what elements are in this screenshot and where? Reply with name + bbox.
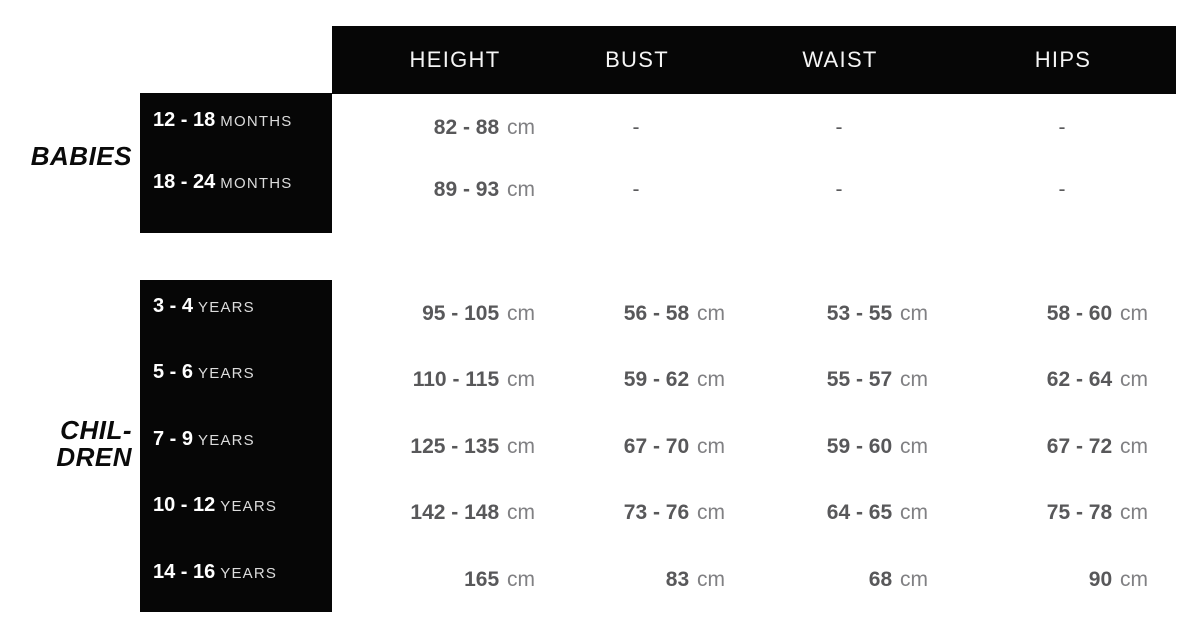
cell-waist bbox=[728, 499, 928, 527]
measurement-unit: cm bbox=[1120, 302, 1148, 325]
group-label-line: BABIES bbox=[30, 141, 132, 171]
cell-bust bbox=[525, 566, 725, 594]
cell-height bbox=[335, 566, 535, 594]
cell-waist bbox=[728, 433, 928, 461]
cell-height bbox=[335, 300, 535, 328]
measurement-unit: cm bbox=[900, 501, 928, 524]
measurement-value: 58 - 60 bbox=[1046, 302, 1113, 325]
age-range-value: 3 - 4 bbox=[153, 295, 194, 317]
cell-waist bbox=[740, 114, 940, 142]
measurement-unit: cm bbox=[1120, 435, 1148, 458]
cell-bust bbox=[525, 366, 725, 394]
measurement-unit: cm bbox=[507, 435, 535, 458]
measurement-value: 125 - 135 bbox=[410, 435, 500, 458]
measurement-unit: cm bbox=[507, 568, 535, 591]
measurement-unit: cm bbox=[1120, 368, 1148, 391]
cell-age-range bbox=[153, 425, 328, 455]
measurement-unit: cm bbox=[507, 178, 535, 201]
cell-hips bbox=[948, 366, 1148, 394]
measurement-value: 59 - 60 bbox=[826, 435, 893, 458]
age-range-unit: MONTHS bbox=[220, 175, 293, 192]
age-range-unit: YEARS bbox=[220, 565, 278, 582]
cell-height bbox=[335, 499, 535, 527]
column-header-waist: WAIST bbox=[802, 47, 878, 72]
measurement-value: 165 bbox=[464, 568, 500, 591]
age-range-unit: YEARS bbox=[198, 299, 255, 316]
measurement-value: 89 - 93 bbox=[433, 178, 500, 201]
measurement-value: 59 - 62 bbox=[623, 368, 690, 391]
cell-hips bbox=[948, 433, 1148, 461]
measurement-value: - bbox=[1058, 178, 1066, 201]
measurement-value: 82 - 88 bbox=[433, 116, 500, 139]
measurement-value: - bbox=[835, 116, 843, 139]
group-label-line: CHIL- bbox=[60, 415, 132, 445]
measurement-value: 142 - 148 bbox=[410, 501, 500, 524]
cell-age-range bbox=[153, 106, 328, 136]
cell-height bbox=[335, 366, 535, 394]
cell-waist bbox=[728, 366, 928, 394]
measurement-unit: cm bbox=[1120, 568, 1148, 591]
cell-waist bbox=[728, 300, 928, 328]
group-label-babies bbox=[0, 143, 132, 170]
age-range-unit: YEARS bbox=[198, 365, 255, 382]
measurement-value: 64 - 65 bbox=[826, 501, 893, 524]
cell-hips bbox=[963, 176, 1163, 204]
measurement-value: - bbox=[632, 178, 640, 201]
cell-hips bbox=[963, 114, 1163, 142]
measurement-value: 110 - 115 bbox=[412, 368, 500, 391]
table-row bbox=[0, 295, 1200, 328]
cell-height bbox=[335, 114, 535, 142]
measurement-unit: cm bbox=[697, 568, 725, 591]
cell-bust bbox=[537, 114, 737, 142]
measurement-value: 67 - 70 bbox=[623, 435, 690, 458]
cell-hips bbox=[948, 300, 1148, 328]
cell-height bbox=[335, 433, 535, 461]
measurement-value: - bbox=[632, 116, 640, 139]
cell-bust bbox=[525, 300, 725, 328]
age-range-value: 12 - 18 bbox=[153, 109, 216, 131]
measurement-value: 68 bbox=[868, 568, 893, 591]
measurement-unit: cm bbox=[507, 501, 535, 524]
measurement-value: 53 - 55 bbox=[826, 302, 893, 325]
measurement-value: 75 - 78 bbox=[1046, 501, 1113, 524]
measurement-unit: cm bbox=[900, 435, 928, 458]
column-header-bust: BUST bbox=[605, 47, 669, 72]
table-row bbox=[0, 361, 1200, 394]
age-range-unit: YEARS bbox=[198, 432, 255, 449]
measurement-unit: cm bbox=[1120, 501, 1148, 524]
age-range-value: 7 - 9 bbox=[153, 428, 194, 450]
measurement-unit: cm bbox=[900, 568, 928, 591]
table-row bbox=[0, 171, 1200, 204]
age-range-value: 5 - 6 bbox=[153, 361, 194, 383]
cell-height bbox=[335, 176, 535, 204]
measurement-unit: cm bbox=[900, 302, 928, 325]
measurement-value: 90 bbox=[1088, 568, 1113, 591]
cell-age-range bbox=[153, 292, 328, 322]
table-row bbox=[0, 561, 1200, 594]
measurement-value: 55 - 57 bbox=[826, 368, 893, 391]
cell-age-range bbox=[153, 491, 328, 521]
measurement-unit: cm bbox=[697, 501, 725, 524]
measurement-unit: cm bbox=[507, 368, 535, 391]
age-range-unit: MONTHS bbox=[220, 113, 293, 130]
column-header-hips: HIPS bbox=[1034, 47, 1092, 72]
cell-age-range bbox=[153, 558, 328, 588]
measurement-value: - bbox=[835, 178, 843, 201]
cell-waist bbox=[728, 566, 928, 594]
column-header-height: HEIGHT bbox=[409, 47, 501, 72]
table-row bbox=[0, 494, 1200, 527]
measurement-value: 95 - 105 bbox=[422, 302, 500, 325]
measurement-value: 83 bbox=[665, 568, 690, 591]
age-range-value: 14 - 16 bbox=[153, 561, 216, 583]
measurement-value: 73 - 76 bbox=[623, 501, 690, 524]
age-range-value: 10 - 12 bbox=[153, 494, 216, 516]
measurement-unit: cm bbox=[900, 368, 928, 391]
cell-age-range bbox=[153, 168, 328, 198]
table-row bbox=[0, 109, 1200, 142]
age-range-unit: YEARS bbox=[220, 498, 278, 515]
measurement-unit: cm bbox=[697, 368, 725, 391]
measurement-unit: cm bbox=[507, 116, 535, 139]
measurement-value: 56 - 58 bbox=[623, 302, 690, 325]
group-label-line: DREN bbox=[56, 442, 132, 472]
measurement-unit: cm bbox=[507, 302, 535, 325]
cell-hips bbox=[948, 499, 1148, 527]
measurement-unit: cm bbox=[697, 302, 725, 325]
cell-bust bbox=[525, 499, 725, 527]
cell-bust bbox=[537, 176, 737, 204]
measurement-value: 67 - 72 bbox=[1046, 435, 1113, 458]
cell-hips bbox=[948, 566, 1148, 594]
measurement-unit: cm bbox=[697, 435, 725, 458]
cell-waist bbox=[740, 176, 940, 204]
cell-age-range bbox=[153, 358, 328, 388]
measurement-value: 62 - 64 bbox=[1046, 368, 1113, 391]
cell-bust bbox=[525, 433, 725, 461]
age-range-value: 18 - 24 bbox=[153, 171, 216, 193]
measurement-value: - bbox=[1058, 116, 1066, 139]
